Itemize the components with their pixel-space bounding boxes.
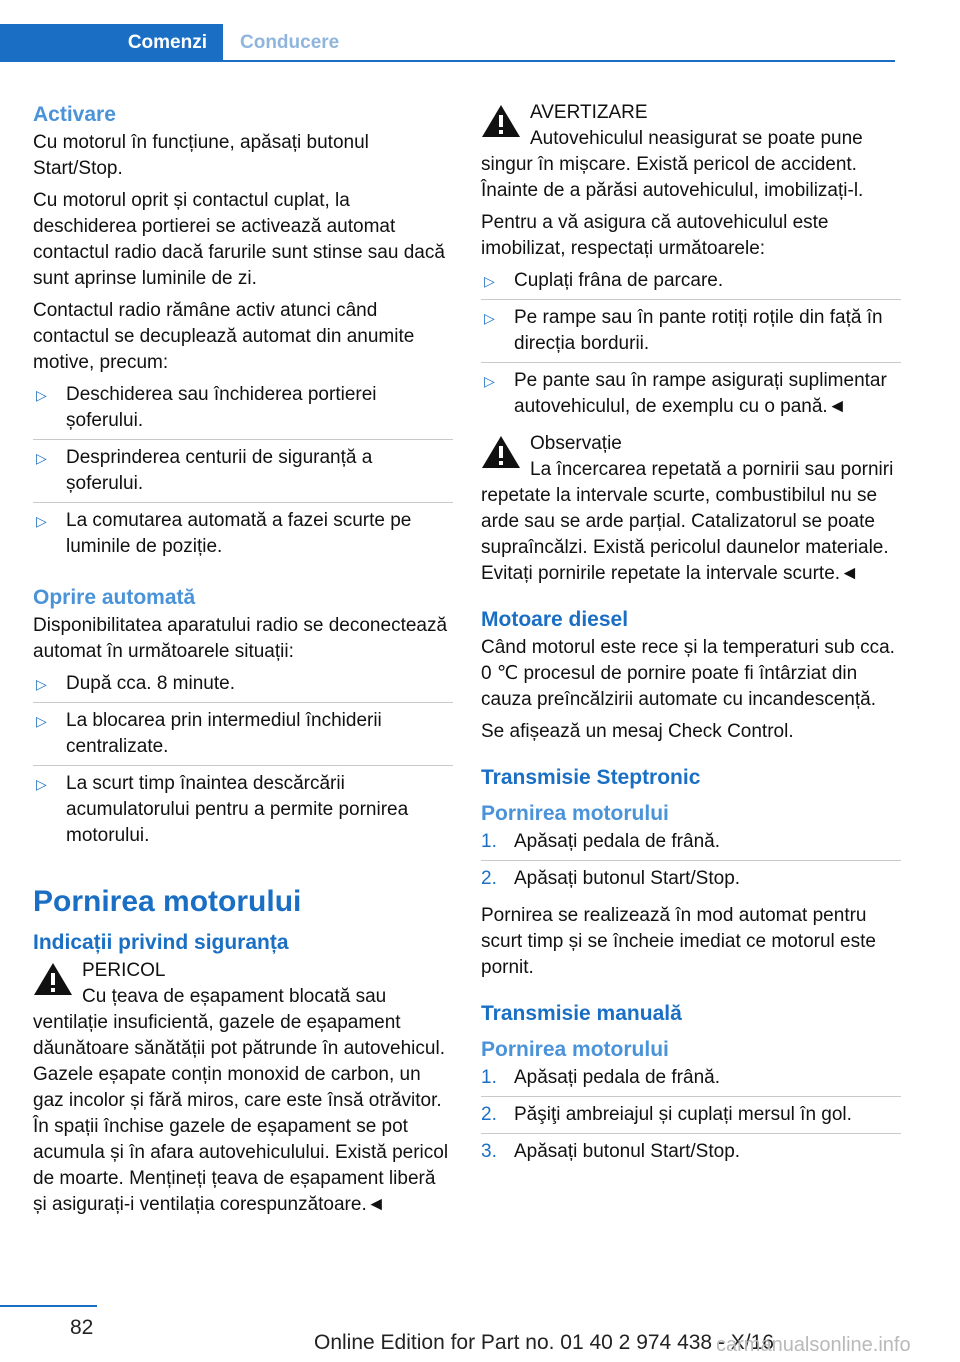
step-number: 1. — [481, 1067, 497, 1088]
list-item — [481, 362, 901, 425]
step-number: 2. — [481, 868, 497, 889]
oprire-heading: Oprire automată — [33, 586, 196, 609]
triangle-bullet-icon: ▷ — [484, 310, 495, 326]
page-number: 82 — [70, 1316, 94, 1339]
steptronic-paragraph: Pornirea se realizează în mod automat pentru scurt timp și se încheie imediat ce motorul este pornit. — [481, 905, 876, 978]
list-item — [33, 702, 453, 765]
manual-heading: Transmisie manuală — [481, 1002, 682, 1025]
tab-comenzi[interactable]: Comenzi — [0, 24, 223, 62]
activare-list — [33, 382, 453, 565]
manual-steps — [481, 1065, 901, 1170]
step-number: 3. — [481, 1141, 497, 1162]
avertizare-paragraph: Pentru a vă asigura că autovehiculul este imobilizat, respectați următoarele: — [481, 212, 829, 259]
activare-heading: Activare — [33, 103, 116, 126]
list-item — [33, 439, 453, 502]
avertizare-warning — [481, 100, 901, 204]
triangle-bullet-icon: ▷ — [484, 373, 495, 389]
list-item — [481, 299, 901, 362]
list-item — [33, 671, 453, 702]
activare-paragraph-3: Contactul radio rămâne activ atunci când contactul se decuplează automat din anumite motive, precum: — [33, 300, 415, 373]
pornirea-heading: Pornirea motorului — [33, 885, 302, 918]
steptronic-heading: Transmisie Steptronic — [481, 766, 701, 789]
oprire-list — [33, 671, 453, 854]
list-item-text: La comutarea automată a fazei scurte pe luminile de poziție. — [66, 510, 412, 557]
triangle-bullet-icon: ▷ — [36, 387, 47, 403]
steptronic-subheading: Pornirea motorului — [481, 802, 669, 825]
list-item-text: Pe rampe sau în pante rotiți roțile din față în direcția bordurii. — [514, 307, 883, 354]
step-number: 2. — [481, 1104, 497, 1125]
activare-paragraph-2: Cu motorul oprit și contactul cuplat, la deschiderea portierei se activează automat contactul radio dacă farurile sunt stinse sau dacă sunt aprinse luminile de zi. — [33, 190, 445, 289]
tab-divider — [0, 60, 895, 62]
triangle-bullet-icon: ▷ — [36, 450, 47, 466]
list-item-text: La blocarea prin intermediul închiderii centralizate. — [66, 710, 382, 757]
right-column — [481, 100, 901, 1176]
triangle-bullet-icon: ▷ — [36, 676, 47, 692]
footer-line — [0, 1305, 97, 1307]
avertizare-text: Autovehiculul neasigurat se poate pune singur în mișcare. Există pericol de accident. Înainte de a părăsi autovehiculul, imobilizați-l. — [481, 128, 864, 201]
triangle-bullet-icon: ▷ — [36, 513, 47, 529]
warning-triangle-icon — [481, 435, 521, 469]
list-item — [481, 1133, 901, 1170]
list-item — [481, 860, 901, 897]
list-item — [481, 1065, 901, 1096]
list-item — [481, 829, 901, 860]
step-text: Păşiţi ambreiajul și cuplați mersul în gol. — [514, 1104, 852, 1125]
avertizare-list — [481, 268, 901, 425]
warning-triangle-icon — [33, 962, 73, 996]
tab-conducere[interactable]: Conducere — [240, 32, 340, 53]
list-item-text: Deschiderea sau închiderea portierei șoferului. — [66, 384, 377, 431]
list-item — [481, 1096, 901, 1133]
triangle-bullet-icon: ▷ — [484, 273, 495, 289]
observatie-note — [481, 431, 901, 587]
steptronic-steps — [481, 829, 901, 897]
step-number: 1. — [481, 831, 497, 852]
list-item-text: Cuplați frâna de parcare. — [514, 270, 724, 291]
pericol-text: Cu țeava de eșapament blocată sau ventilație insuficientă, gazele de eșapament dăunătoare sănătății pot pătrunde în autovehicul. Gazele eșapate conțin monoxid de carbon, un gaz incolor și fără miros, care este însă otrăvitor. În spații închise gazele de eșapament se pot acumula și în afara autovehiculului. Există pericol de moarte. Mențineți țeava de eșapament liberă și asigurați-i ventilația corespunzătoare.◄ — [33, 986, 449, 1215]
step-text: Apăsați pedala de frână. — [514, 831, 720, 852]
observatie-text: La încercarea repetată a pornirii sau porniri repetate la intervale scurte, combustibilul nu se arde sau se arde parțial. Catalizatorul se poate supraîncălzi. Există pericolul daunelor materiale. Evitați pornirile repetate la intervale scurte.◄ — [481, 459, 894, 584]
activare-paragraph-1: Cu motorul în funcțiune, apăsați butonul Start/Stop. — [33, 132, 369, 179]
list-item-text: După cca. 8 minute. — [66, 673, 235, 694]
diesel-paragraph-2: Se afișează un mesaj Check Control. — [481, 721, 794, 742]
list-item — [33, 765, 453, 854]
left-column — [33, 100, 453, 1224]
list-item-text: La scurt timp înaintea descărcării acumulatorului pentru a permite pornirea motorului. — [66, 773, 409, 846]
diesel-paragraph-1: Când motorul este rece și la temperaturi sub cca. 0 ℃ procesul de pornire poate fi întârziat din cauza preîncălzirii automate cu incandescență. — [481, 637, 895, 710]
step-text: Apăsați butonul Start/Stop. — [514, 868, 741, 889]
triangle-bullet-icon: ▷ — [36, 776, 47, 792]
indicatii-heading: Indicații privind siguranța — [33, 931, 289, 954]
diesel-heading: Motoare diesel — [481, 608, 629, 631]
list-item — [33, 382, 453, 439]
pericol-label: PERICOL — [82, 960, 166, 981]
edition-text: Online Edition for Part no. 01 40 2 974 438 - X/16 — [314, 1331, 774, 1354]
list-item-text: Pe pante sau în rampe asigurați suplimentar autovehiculul, de exemplu cu o pană.◄ — [514, 370, 887, 417]
oprire-paragraph: Disponibilitatea aparatului radio se deconectează automat în următoarele situații: — [33, 615, 448, 662]
list-item — [481, 268, 901, 299]
manual-subheading: Pornirea motorului — [481, 1038, 669, 1061]
avertizare-label: AVERTIZARE — [530, 102, 648, 123]
step-text: Apăsați butonul Start/Stop. — [514, 1141, 741, 1162]
list-item — [33, 502, 453, 565]
step-text: Apăsați pedala de frână. — [514, 1067, 720, 1088]
chapter-tabs — [0, 24, 895, 62]
pericol-warning — [33, 958, 453, 1218]
list-item-text: Desprinderea centurii de siguranță a șoferului. — [66, 447, 373, 494]
triangle-bullet-icon: ▷ — [36, 713, 47, 729]
warning-triangle-icon — [481, 104, 521, 138]
watermark: carmanualsonline.info — [716, 1334, 911, 1356]
observatie-label: Observație — [530, 433, 622, 454]
